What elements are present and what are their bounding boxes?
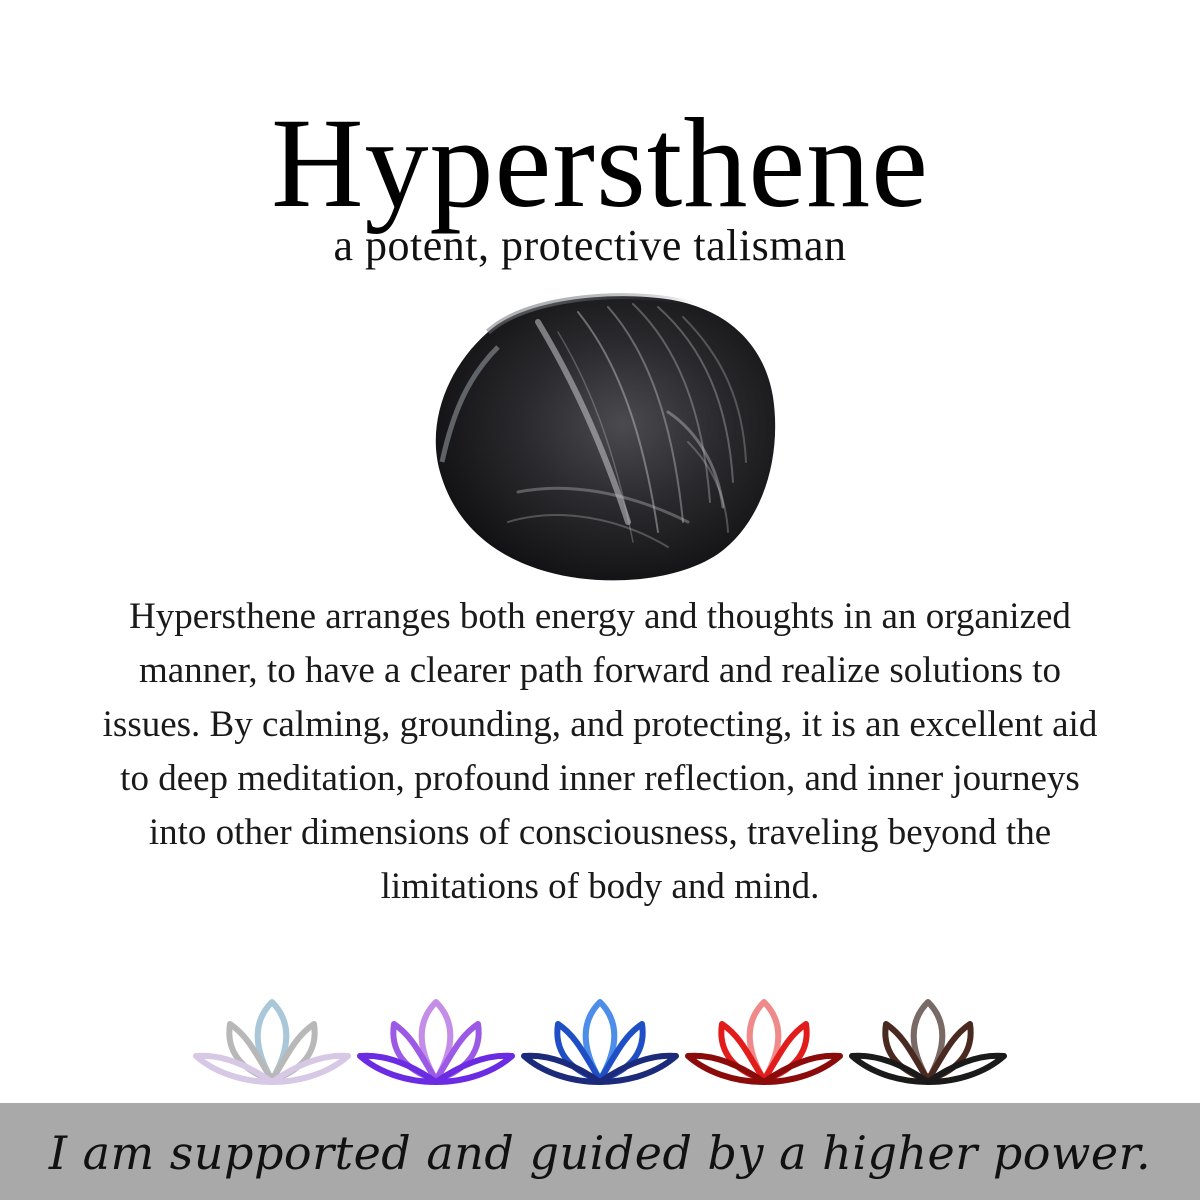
lotus-icon bbox=[190, 994, 354, 1090]
lotus-icon bbox=[354, 994, 518, 1090]
affirmation-text: I am supported and guided by a higher power. bbox=[48, 1126, 1152, 1180]
page-subtitle: a potent, protective talisman bbox=[333, 221, 847, 270]
chakra-lotus-row bbox=[190, 994, 1010, 1090]
page-title: Hypersthene bbox=[271, 92, 929, 234]
lotus-icon bbox=[682, 994, 846, 1090]
lotus-icon bbox=[518, 994, 682, 1090]
tumbled-stone-image bbox=[428, 292, 782, 586]
description-text: Hypersthene arranges both energy and thoughts in an organized manner, to have a clearer path forward and realize solutions to issues. By calming, grounding, and protecting, it is an excellent aid to deep meditation, profound inner reflection, and inner journeys into other dimensions of consciousness, traveling beyond the limitations of body and mind. bbox=[102, 596, 1098, 907]
lotus-icon bbox=[846, 994, 1010, 1090]
